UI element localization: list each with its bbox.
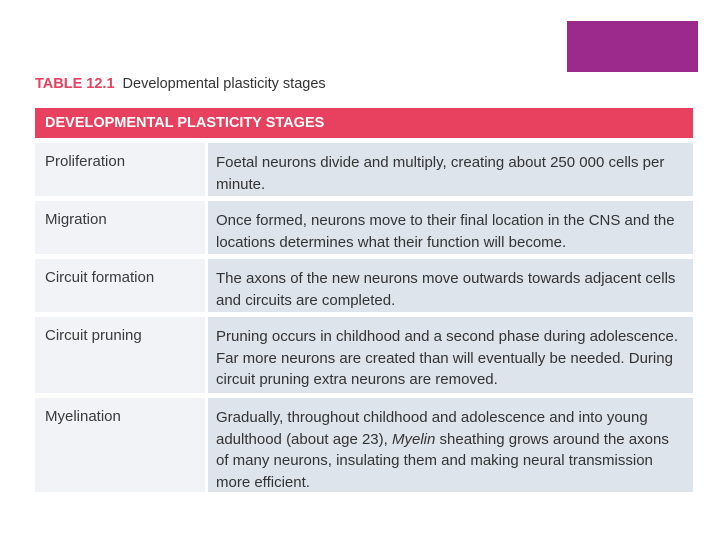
table-caption: [35, 76, 326, 92]
stage-cell: Migration: [35, 201, 205, 254]
myelin-term: Myelin: [391, 430, 436, 448]
description-cell: The axons of the new neurons move outwards towards adjacent cells and circuits are completed.: [208, 259, 693, 312]
table-row: [35, 317, 693, 393]
description-text-end: sheathing grows around the axons of many neurons, insulating them and making neural transmission more efficient.: [216, 430, 669, 491]
plasticity-table: [35, 108, 693, 497]
description-cell: Once formed, neurons move to their final location in the CNS and the locations determines what their function will become.: [208, 201, 693, 254]
table-row: [35, 143, 693, 196]
description-cell: Foetal neurons divide and multiply, creating about 250 000 cells per minute.: [208, 143, 693, 196]
table-number: TABLE 12.1: [35, 76, 115, 92]
table-row: [35, 259, 693, 312]
stage-cell: Circuit pruning: [35, 317, 205, 393]
stage-cell: Circuit formation: [35, 259, 205, 312]
table-header: DEVELOPMENTAL PLASTICITY STAGES: [35, 108, 693, 138]
description-cell: Pruning occurs in childhood and a second phase during adolescence. Far more neurons are created than will eventually be needed. During circuit pruning extra neurons are removed.: [208, 317, 693, 393]
table-row: [35, 201, 693, 254]
accent-block: [567, 21, 698, 72]
table-row: [35, 398, 693, 492]
table-title: Developmental plasticity stages: [122, 76, 326, 92]
description-cell: [208, 398, 693, 492]
stage-cell: Myelination: [35, 398, 205, 492]
description-text-start: Gradually, throughout childhood and adolescence and into young adulthood (about age 23),: [216, 409, 648, 448]
stage-cell: Proliferation: [35, 143, 205, 196]
